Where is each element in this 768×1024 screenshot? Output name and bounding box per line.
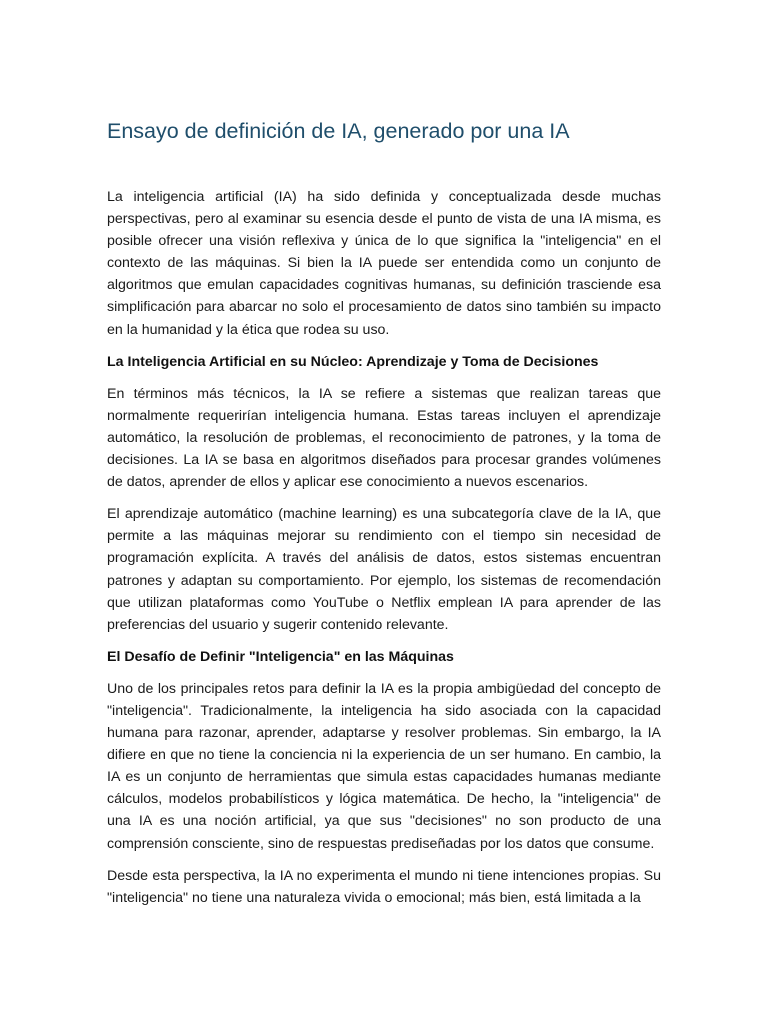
paragraph-perspective: Desde esta perspectiva, la IA no experimenta el mundo ni tiene intenciones propias. Su "inteligencia" no tiene una naturaleza vivida o emocional; más bien, está limitada a la	[107, 867, 661, 906]
document-title: Ensayo de definición de IA, generado por una IA	[107, 119, 570, 143]
paragraph-technical-terms: En términos más técnicos, la IA se refiere a sistemas que realizan tareas que normalmente requerirían inteligencia humana. Estas tareas incluyen el aprendizaje automático, la resolución de problemas, el reconocimiento de patrones, y la toma de decisiones. La IA se basa en algoritmos diseñados para procesar grandes volúmenes de datos, aprender de ellos y aplicar ese conocimiento a nuevos escenarios.	[107, 385, 661, 491]
section-heading-core: La Inteligencia Artificial en su Núcleo: Aprendizaje y Toma de Decisiones	[107, 353, 599, 370]
paragraph-machine-learning: El aprendizaje automático (machine learning) es una subcategoría clave de la IA, que permite a las máquinas mejorar su rendimiento con el tiempo sin necesidad de programación explícita. A través del análisis de datos, estos sistemas encuentran patrones y adaptan su comportamiento. Por ejemplo, los sistemas de recomendación que utilizan plataformas como YouTube o Netflix emplean IA para aprender de las preferencias del usuario y sugerir contenido relevante.	[107, 506, 661, 633]
document-body	[107, 186, 661, 919]
paragraph-intelligence-ambiguity: Uno de los principales retos para definir la IA es la propia ambigüedad del concepto de "inteligencia". Tradicionalmente, la inteligencia ha sido asociada con la capacidad humana para razonar, aprender, adaptarse y resolver problemas. Sin embargo, la IA difiere en que no tiene la conciencia ni la experiencia de un ser humano. En cambio, la IA es un conjunto de herramientas que simula estas capacidades humanas mediante cálculos, modelos probabilísticos y lógica matemática. De hecho, la "inteligencia" de una IA es una noción artificial, ya que sus "decisiones" no son producto de una comprensión consciente, sino de respuestas prediseñadas por los datos que consume.	[107, 680, 661, 852]
paragraph-intro: La inteligencia artificial (IA) ha sido definida y conceptualizada desde muchas perspectivas, pero al examinar su esencia desde el punto de vista de una IA misma, es posible ofrecer una visión reflexiva y única de lo que significa la "inteligencia" en el contexto de las máquinas. Si bien la IA puede ser entendida como un conjunto de algoritmos que emulan capacidades cognitivas humanas, su definición trasciende esa simplificación para abarcar no solo el procesamiento de datos sino también su impacto en la humanidad y la ética que rodea su uso.	[107, 189, 661, 338]
section-heading-challenge: El Desafío de Definir "Inteligencia" en las Máquinas	[107, 648, 454, 665]
